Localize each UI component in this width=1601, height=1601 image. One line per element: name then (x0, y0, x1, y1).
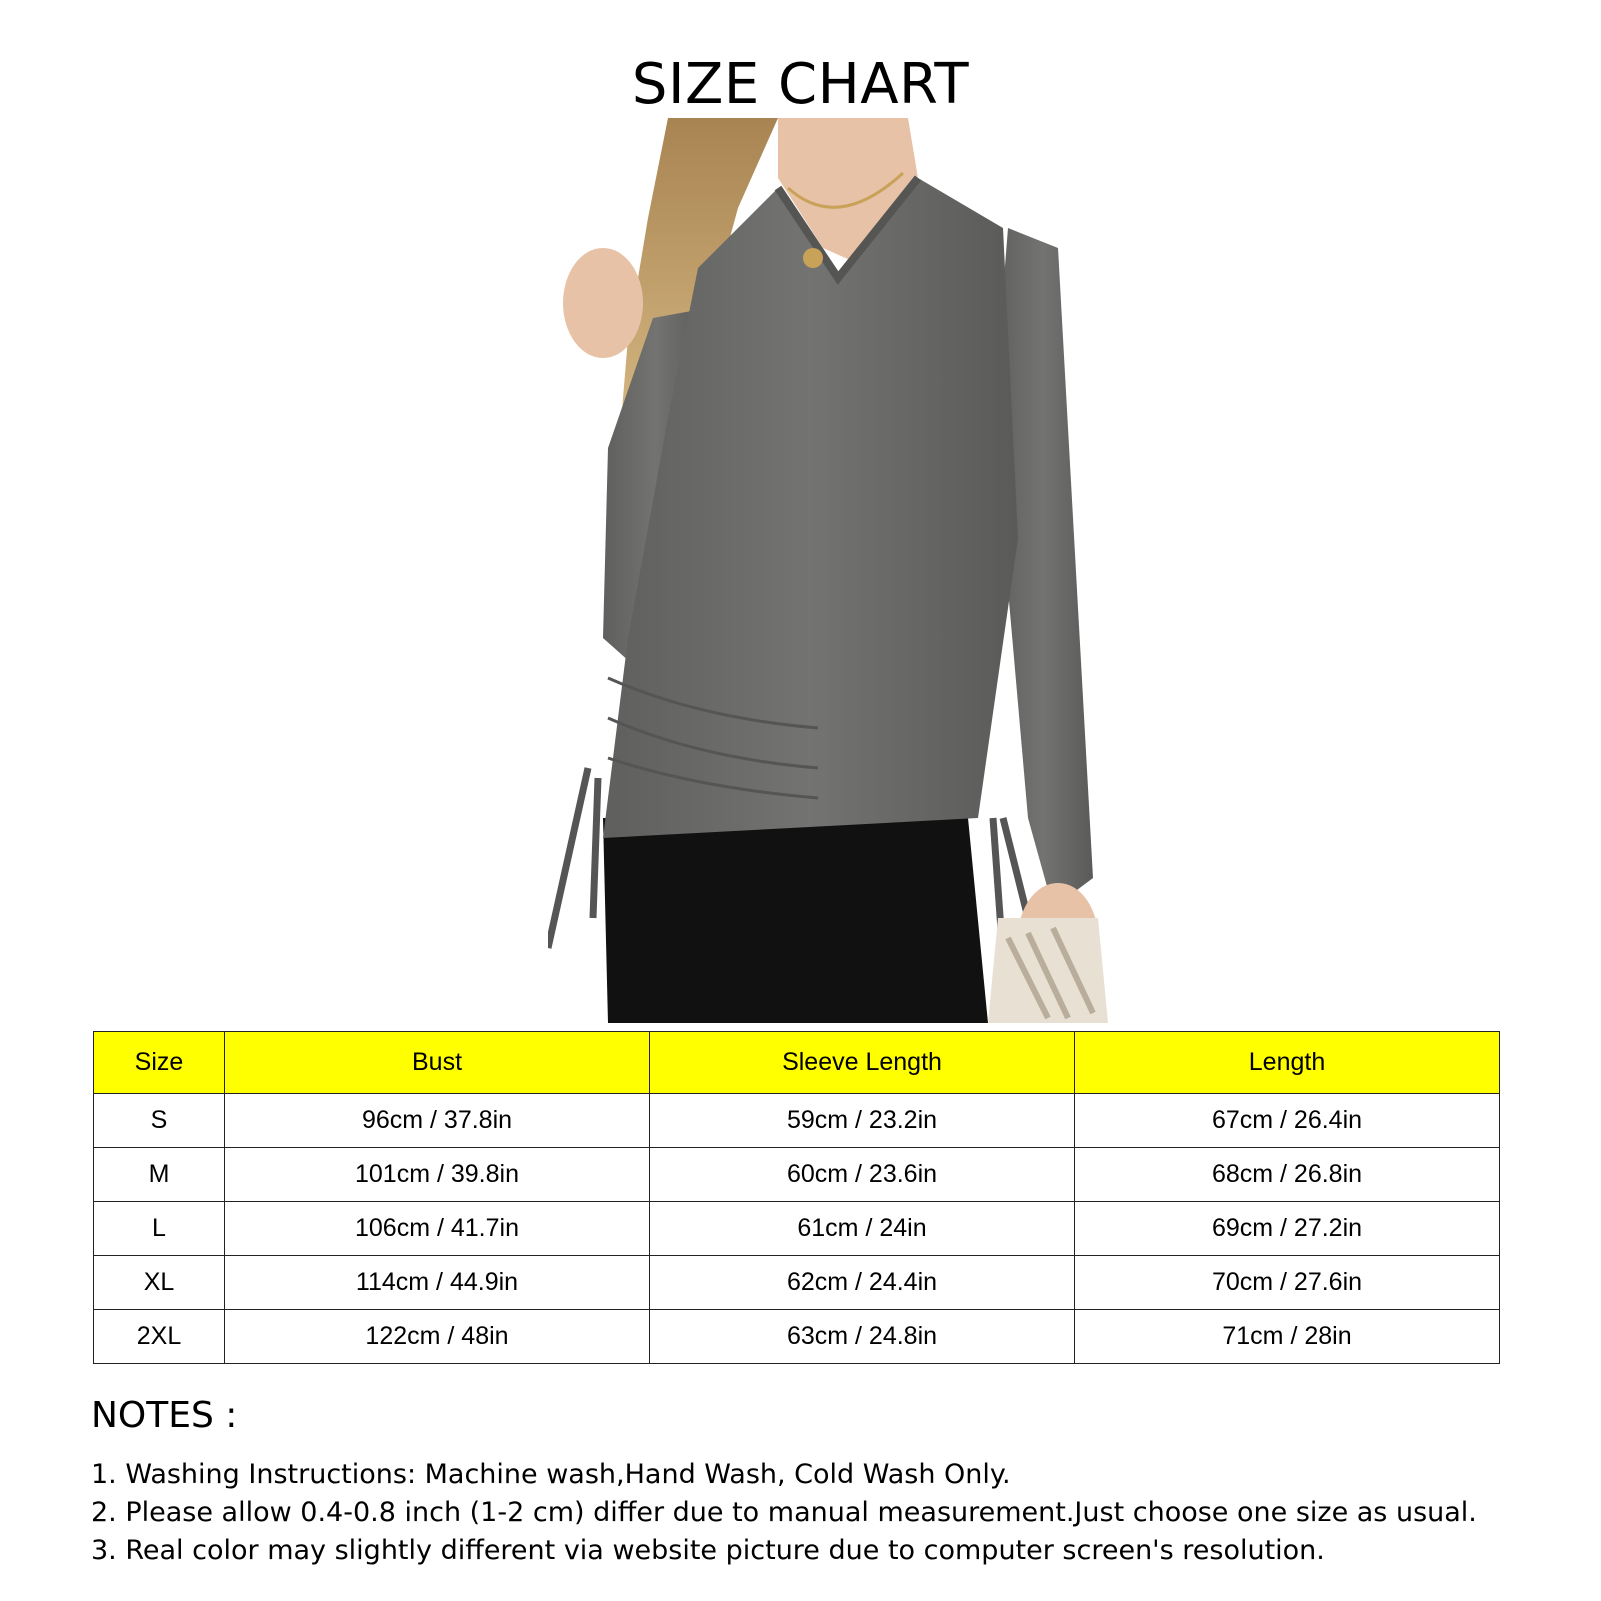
cell-bust: 122cm / 48in (225, 1310, 650, 1364)
cell-sleeve-length: 60cm / 23.6in (650, 1148, 1075, 1202)
page-title: SIZE CHART (631, 52, 970, 117)
table-row (94, 1094, 1500, 1148)
cell-bust: 106cm / 41.7in (225, 1202, 650, 1256)
cell-length: 67cm / 26.4in (1075, 1094, 1500, 1148)
note-item: 1. Washing Instructions: Machine wash,Hand Wash, Cold Wash Only. (91, 1459, 1011, 1490)
header-length: Length (1075, 1032, 1500, 1094)
notes-list (91, 1456, 1477, 1570)
cell-sleeve-length: 61cm / 24in (650, 1202, 1075, 1256)
model-photo (548, 118, 1148, 1023)
cell-sleeve-length: 62cm / 24.4in (650, 1256, 1075, 1310)
cell-length: 71cm / 28in (1075, 1310, 1500, 1364)
cell-size: 2XL (94, 1310, 225, 1364)
cell-length: 68cm / 26.8in (1075, 1148, 1500, 1202)
cell-size: S (94, 1094, 225, 1148)
note-item: 2. Please allow 0.4-0.8 inch (1-2 cm) differ due to manual measurement.Just choose one size as usual. (91, 1497, 1477, 1528)
cell-sleeve-length: 59cm / 23.2in (650, 1094, 1075, 1148)
cell-sleeve-length: 63cm / 24.8in (650, 1310, 1075, 1364)
cell-size: L (94, 1202, 225, 1256)
cell-length: 69cm / 27.2in (1075, 1202, 1500, 1256)
cell-bust: 114cm / 44.9in (225, 1256, 650, 1310)
left-hand (563, 248, 643, 358)
table-row (94, 1148, 1500, 1202)
cell-size: M (94, 1148, 225, 1202)
pants-shape (603, 818, 988, 1023)
table-row (94, 1310, 1500, 1364)
table-row (94, 1202, 1500, 1256)
cell-bust: 96cm / 37.8in (225, 1094, 650, 1148)
header-sleeve-length: Sleeve Length (650, 1032, 1075, 1094)
drawstring-left (548, 768, 598, 948)
table-row (94, 1256, 1500, 1310)
note-item: 3. Real color may slightly different via website picture due to computer screen's resolution. (91, 1535, 1325, 1566)
table-header-row (94, 1032, 1500, 1094)
cell-size: XL (94, 1256, 225, 1310)
header-bust: Bust (225, 1032, 650, 1094)
cell-length: 70cm / 27.6in (1075, 1256, 1500, 1310)
header-size: Size (94, 1032, 225, 1094)
cell-bust: 101cm / 39.8in (225, 1148, 650, 1202)
model-illustration (548, 118, 1148, 1023)
notes-heading: NOTES : (91, 1395, 238, 1436)
size-chart-table (93, 1031, 1500, 1364)
pendant (803, 248, 823, 268)
